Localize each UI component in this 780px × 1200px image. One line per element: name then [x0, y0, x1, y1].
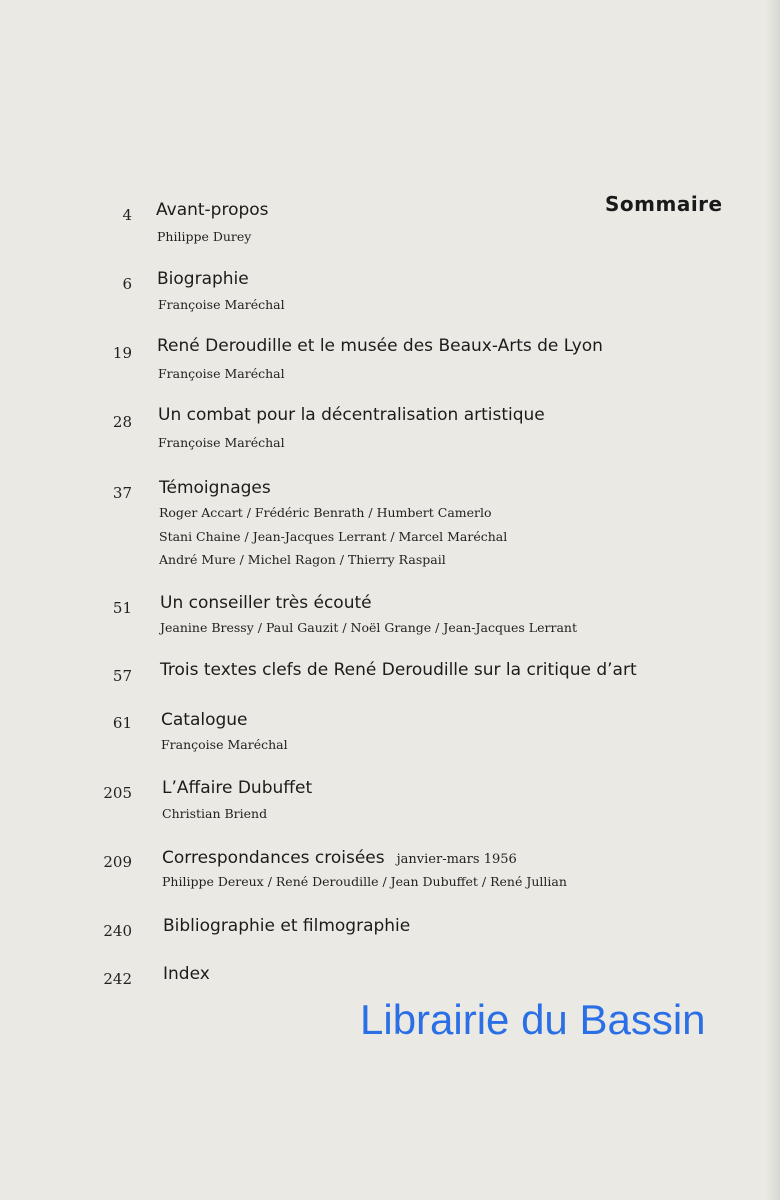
entry-author: Françoise Maréchal: [161, 737, 288, 752]
entry-title: Catalogue: [161, 710, 248, 730]
entry-title: René Deroudille et le musée des Beaux-Arts de Lyon: [157, 336, 603, 356]
page-edge-shadow: [766, 0, 780, 1200]
page-number: 205: [103, 784, 132, 802]
entry-author: Françoise Maréchal: [158, 435, 285, 450]
entry-author: Roger Accart / Frédéric Benrath / Humbert Camerlo: [159, 505, 492, 520]
entry-title: Un combat pour la décentralisation artistique: [158, 405, 545, 425]
entry-title: Avant-propos: [156, 200, 269, 220]
page-number: 61: [112, 714, 132, 732]
page-number: 28: [112, 413, 132, 431]
page-number: 242: [103, 970, 132, 988]
entry-title: Index: [163, 964, 210, 984]
entry-title: Témoignages: [159, 478, 271, 498]
page-number: 57: [112, 667, 132, 685]
page-number: 19: [112, 344, 132, 362]
entry-title-text: Correspondances croisées: [162, 848, 385, 868]
entry-author: Stani Chaine / Jean-Jacques Lerrant / Marcel Maréchal: [159, 529, 508, 544]
entry-title: Trois textes clefs de René Deroudille sur la critique d’art: [160, 660, 637, 680]
entry-title: [162, 848, 517, 868]
page-number: 209: [103, 853, 132, 871]
entry-author: Christian Briend: [162, 806, 268, 821]
contents-heading: Sommaire: [605, 192, 723, 216]
entry-author: Philippe Dereux / René Deroudille / Jean Dubuffet / René Jullian: [162, 874, 567, 889]
entry-title: L’Affaire Dubuffet: [162, 778, 313, 798]
entry-title: Un conseiller très écouté: [160, 593, 372, 613]
bookshop-watermark: Librairie du Bassin: [360, 996, 706, 1043]
entry-author: Françoise Maréchal: [158, 366, 285, 381]
entry-author: André Mure / Michel Ragon / Thierry Raspail: [159, 552, 446, 567]
page-number: 6: [122, 275, 132, 293]
page-number: 4: [122, 206, 132, 224]
entry-title: Bibliographie et filmographie: [163, 916, 411, 936]
page-number: 51: [112, 599, 132, 617]
entry-author: Jeanine Bressy / Paul Gauzit / Noël Grange / Jean-Jacques Lerrant: [160, 620, 577, 635]
page-number: 240: [103, 922, 132, 940]
entry-author: Philippe Durey: [157, 229, 252, 244]
entry-author: Françoise Maréchal: [158, 297, 285, 312]
page-number: 37: [112, 484, 132, 502]
entry-title: Biographie: [157, 269, 249, 289]
entry-date: janvier-mars 1956: [396, 852, 517, 867]
